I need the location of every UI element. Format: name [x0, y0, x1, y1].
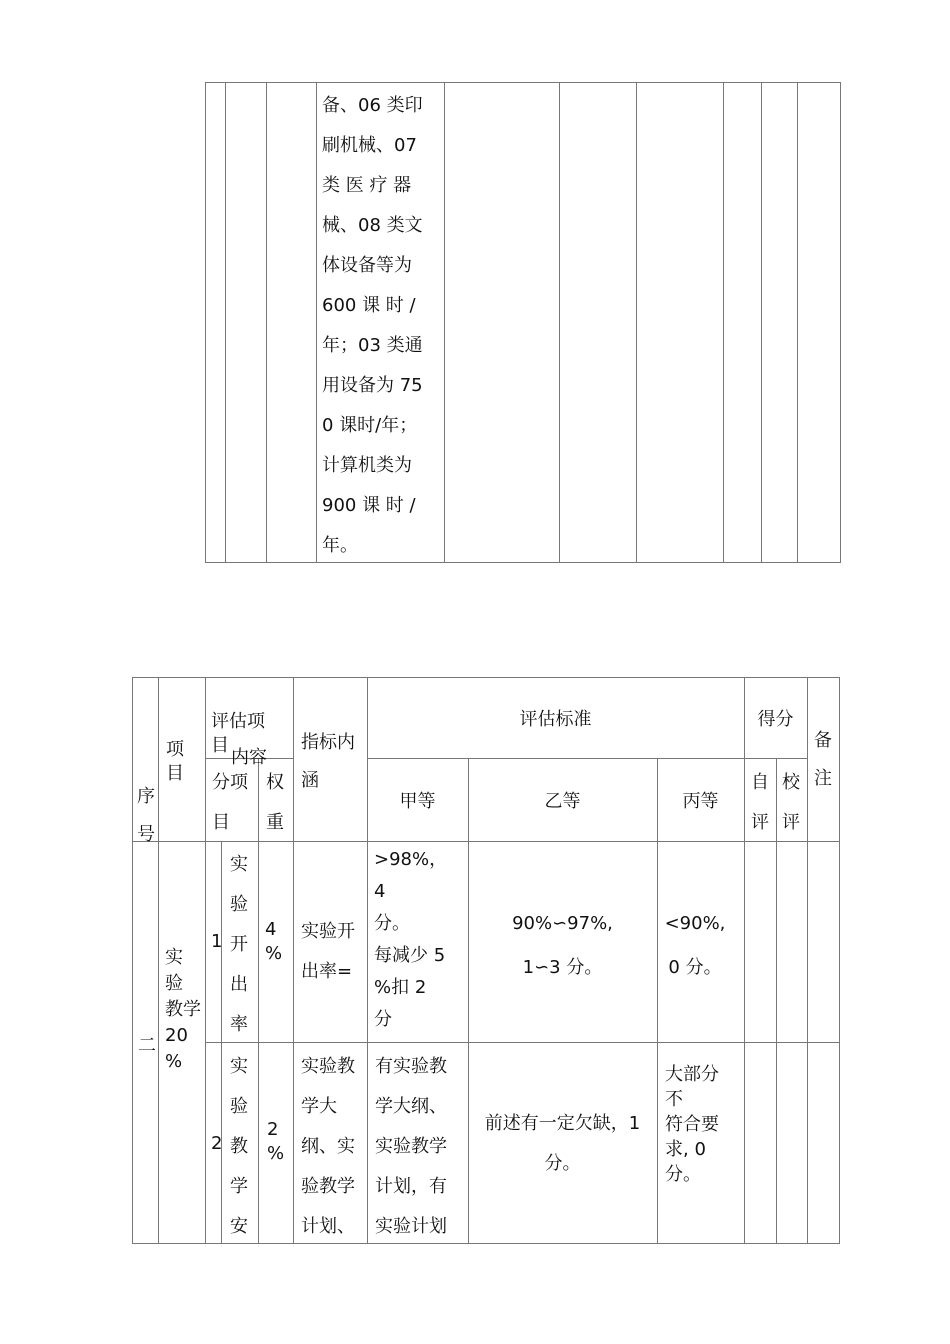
header-eval-item [211, 686, 291, 768]
section-seq: 二 [138, 1035, 156, 1056]
header-eval-item-label: 评估项 目 [211, 711, 265, 756]
sub-item-cell [222, 1043, 258, 1243]
grade-a-cell [368, 1043, 468, 1243]
section-item: 实 验 教学 20 % [165, 947, 201, 1072]
table-border-right [840, 82, 841, 563]
grade-b: 90%∽97%, 1∽3 分。 [512, 913, 613, 978]
header-divider-standard [367, 758, 744, 759]
grade-c: 大部分 不 符合要 求, 0 分。 [665, 1064, 719, 1185]
col-divider [797, 82, 798, 563]
col-divider [761, 82, 762, 563]
col-divider [158, 677, 159, 1244]
col-divider [316, 82, 317, 563]
table-border-top [132, 677, 840, 678]
col-divider [258, 758, 259, 1244]
col-divider [205, 677, 206, 1244]
header-sub-item: 分项 目 [212, 772, 248, 833]
weight: 2 % [267, 1119, 285, 1164]
header-check-eval: 校 评 [782, 772, 800, 833]
row-number: 2 [211, 1133, 223, 1154]
col-divider [807, 677, 808, 1244]
weight: 4 % [265, 919, 283, 964]
grade-a-cell [368, 842, 468, 1042]
indicator: 实验开 出率= [301, 921, 355, 982]
header-score: 得分 [757, 709, 794, 730]
header-indicator: 指标内 涵 [301, 732, 355, 791]
header-standard: 评估标准 [519, 709, 592, 730]
col-divider [266, 82, 267, 563]
indicator-cell [294, 1043, 367, 1243]
col-divider [559, 82, 560, 563]
table-border-right [839, 677, 840, 1244]
table-border-bottom [205, 562, 841, 563]
header-eval-item-cutoff: 内容 [231, 747, 267, 768]
grade-b: 前述有一定欠缺，1 分。 [484, 1113, 641, 1174]
header-weight: 权 重 [266, 772, 284, 833]
col-divider [636, 82, 637, 563]
sub-item: 实 验 教 学 安 [230, 1056, 248, 1237]
grade-a: >98%， 4 分。 每减少 5 %扣 2 分 [374, 849, 448, 1030]
header-item: 项 目 [166, 739, 184, 784]
indicator: 实验教 学大 纲、实 验教学 计划、 [301, 1056, 355, 1237]
header-seq: 序 号 [137, 786, 155, 845]
table-border-left [132, 677, 133, 1244]
col-divider [444, 82, 445, 563]
sub-item: 实 验 开 出 率 [230, 854, 248, 1035]
table-border-top [205, 82, 841, 83]
col-divider [744, 677, 745, 1244]
header-grade-b: 乙等 [544, 791, 581, 812]
col-divider [225, 82, 226, 563]
col-divider [723, 82, 724, 563]
col-divider [776, 758, 777, 1244]
grade-a: 有实验教 学大纲、 实验教学 计划，有 实验计划 [375, 1056, 447, 1237]
grade-c: <90%, 0 分。 [664, 913, 726, 978]
header-note: 备 注 [814, 730, 832, 789]
header-grade-a: 甲等 [399, 791, 436, 812]
header-grade-c: 丙等 [682, 791, 719, 812]
header-self-eval: 自 评 [751, 772, 769, 833]
col-divider [205, 82, 206, 563]
col-divider [657, 758, 658, 1244]
indicator-content-continued: 备、06 类印 刷机械、07 类 医 疗 器 械、08 类文 体设备等为 600 课 时 / 年；03 类通 用设备为 75 0 课时/年； 计算机类为 900 课 时 / 年。 [322, 95, 423, 556]
row-number: 1 [211, 931, 223, 952]
